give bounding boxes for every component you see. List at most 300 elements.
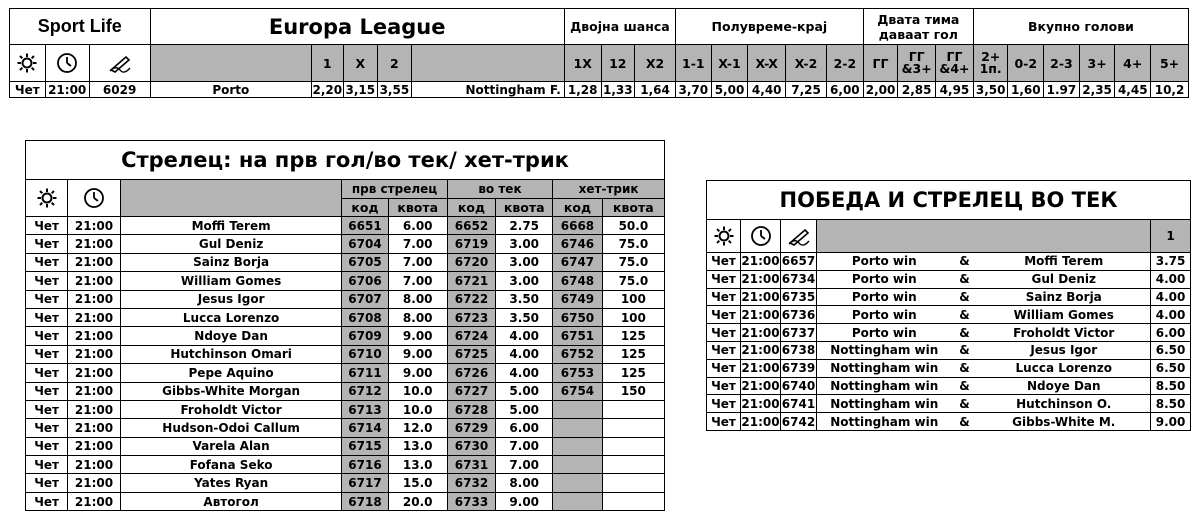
col-goals-2-3: 2-3 (1044, 45, 1080, 82)
anytime-code: 6721 (447, 272, 496, 290)
scorers-title: Стрелец: на прв гол/во тек/ хет-трик (26, 141, 665, 180)
match-row (10, 82, 1189, 98)
hattrick-odds[interactable] (602, 492, 664, 510)
anytime-odds[interactable]: 3.00 (496, 235, 553, 253)
table-row (26, 419, 665, 437)
player-name: Gul Deniz (978, 270, 1151, 288)
odd-goals-4[interactable]: 4,45 (1115, 82, 1151, 98)
win-scorer-odds[interactable]: 6.50 (1151, 341, 1191, 359)
odd-htft-x-2[interactable]: 7,25 (786, 82, 827, 98)
ampersand: & (952, 341, 978, 359)
match-time: 21:00 (45, 82, 89, 98)
hattrick-code (553, 474, 603, 492)
group-first-scorer: прв стрелец (342, 180, 447, 199)
row-time: 21:00 (68, 400, 121, 418)
row-time: 21:00 (741, 396, 780, 411)
table-row (26, 437, 665, 455)
first-scorer-odds[interactable]: 13.0 (388, 456, 447, 474)
hattrick-code: 6753 (553, 364, 603, 382)
row-time: 21:00 (68, 345, 121, 363)
row-code: 6738 (781, 343, 816, 358)
row-code: 6734 (781, 272, 816, 287)
ampersand: & (952, 270, 978, 288)
first-scorer-odds[interactable]: 13.0 (388, 437, 447, 455)
row-day: Чет (26, 235, 68, 253)
first-scorer-odds[interactable]: 12.0 (388, 419, 447, 437)
hattrick-odds[interactable]: 50.0 (602, 217, 664, 235)
win-scorer-odds[interactable]: 9.00 (1151, 413, 1191, 431)
row-day: Чет (26, 364, 68, 382)
anytime-odds[interactable]: 3.50 (496, 290, 553, 308)
hattrick-odds[interactable]: 75.0 (602, 253, 664, 271)
player-name: Gibbs-White M. (978, 413, 1151, 431)
player-name: Varela Alan (120, 437, 341, 455)
col-htft-2-2: 2-2 (827, 45, 864, 82)
group-hattrick: хет-трик (553, 180, 665, 199)
row-code: 6740 (781, 378, 816, 393)
player-name: Lucca Lorenzo (978, 359, 1151, 377)
group-total-goals: Вкупно голови (973, 9, 1188, 45)
row-time: 21:00 (741, 325, 780, 340)
hattrick-code: 6750 (553, 308, 603, 326)
col-btts-3: ГГ &3+ (898, 45, 936, 82)
hattrick-code: 6747 (553, 253, 603, 271)
anytime-code: 6731 (447, 456, 496, 474)
table-row (707, 413, 1191, 431)
row-time: 21:00 (741, 289, 780, 304)
anytime-code: 6728 (447, 400, 496, 418)
code-header: код (553, 199, 603, 217)
team-win: Porto win (817, 253, 952, 271)
hattrick-odds[interactable]: 75.0 (602, 272, 664, 290)
first-scorer-code: 6709 (342, 327, 388, 345)
table-row (707, 359, 1191, 377)
table-row (707, 270, 1191, 288)
match-code: 6029 (89, 82, 150, 98)
odds-header: квота (602, 199, 664, 217)
row-code: 6742 (781, 414, 816, 429)
row-day: Чет (707, 341, 741, 359)
pen-icon (781, 220, 817, 253)
player-name: Hudson-Odoi Callum (120, 419, 341, 437)
player-name: Sainz Borja (978, 288, 1151, 306)
first-scorer-code: 6706 (342, 272, 388, 290)
hattrick-odds[interactable] (602, 400, 664, 418)
first-scorer-odds[interactable]: 7.00 (388, 253, 447, 271)
row-day: Чет (707, 395, 741, 413)
row-day: Чет (707, 413, 741, 431)
clock-icon (45, 45, 89, 82)
hattrick-odds[interactable]: 150 (602, 382, 664, 400)
col-goals-2-1h: 2+ 1п. (973, 45, 1008, 82)
win-scorer-odds[interactable]: 4.00 (1151, 270, 1191, 288)
table-row (26, 217, 665, 235)
row-day: Чет (26, 308, 68, 326)
first-scorer-odds[interactable]: 7.00 (388, 272, 447, 290)
row-day: Чет (26, 327, 68, 345)
row-code: 6735 (781, 289, 816, 304)
row-day: Чет (707, 288, 741, 306)
row-time: 21:00 (68, 474, 121, 492)
player-name: Gibbs-White Morgan (120, 382, 341, 400)
header-filler (411, 45, 564, 82)
table-row (707, 324, 1191, 342)
player-name: William Gomes (978, 306, 1151, 324)
player-name: Fofana Seko (120, 456, 341, 474)
col-2: 2 (378, 45, 412, 82)
table-row (707, 288, 1191, 306)
player-name: Ndoye Dan (120, 327, 341, 345)
col-htft-x-2: X-2 (786, 45, 827, 82)
hattrick-odds[interactable]: 100 (602, 290, 664, 308)
hattrick-code: 6754 (553, 382, 603, 400)
row-day: Чет (26, 253, 68, 271)
player-name: Froholdt Victor (120, 400, 341, 418)
row-code: 6736 (781, 307, 816, 322)
first-scorer-code: 6712 (342, 382, 388, 400)
group-anytime: во тек (447, 180, 552, 199)
ampersand: & (952, 377, 978, 395)
player-name: William Gomes (120, 272, 341, 290)
table-row (26, 308, 665, 326)
win-scorer-odds[interactable]: 3.75 (1151, 253, 1191, 271)
hattrick-odds[interactable]: 75.0 (602, 235, 664, 253)
player-name: Moffi Terem (978, 253, 1151, 271)
table-row (707, 306, 1191, 324)
row-time: 21:00 (741, 343, 780, 358)
hattrick-code: 6746 (553, 235, 603, 253)
row-day: Чет (707, 324, 741, 342)
first-scorer-odds[interactable]: 9.00 (388, 327, 447, 345)
player-name: Yates Ryan (120, 474, 341, 492)
first-scorer-odds[interactable]: 7.00 (388, 235, 447, 253)
odd-btts[interactable]: 2,00 (863, 82, 898, 98)
first-scorer-code: 6710 (342, 345, 388, 363)
ampersand: & (952, 359, 978, 377)
sun-icon (26, 180, 68, 217)
table-row (707, 395, 1191, 413)
table-row (26, 456, 665, 474)
code-header: код (447, 199, 496, 217)
header-filler (120, 180, 341, 217)
table-row (707, 341, 1191, 359)
table-row (26, 364, 665, 382)
anytime-odds[interactable]: 7.00 (496, 437, 553, 455)
table-row (707, 253, 1191, 271)
row-time: 21:00 (68, 327, 121, 345)
col-btts-4: ГГ &4+ (936, 45, 974, 82)
match-odds-table (9, 8, 1189, 98)
hattrick-odds[interactable]: 125 (602, 364, 664, 382)
hattrick-code: 6748 (553, 272, 603, 290)
table-row (26, 400, 665, 418)
table-row (26, 235, 665, 253)
row-day: Чет (707, 306, 741, 324)
odd-1x[interactable]: 1,28 (564, 82, 601, 98)
odd-2[interactable]: 3,55 (379, 82, 410, 97)
player-name: Moffi Terem (120, 217, 341, 235)
odd-htft-x-x[interactable]: 4,40 (748, 82, 786, 98)
anytime-code: 6726 (447, 364, 496, 382)
row-day: Чет (26, 437, 68, 455)
player-name: Ndoye Dan (978, 377, 1151, 395)
anytime-odds[interactable]: 3.00 (496, 253, 553, 271)
row-day: Чет (707, 359, 741, 377)
team-win: Porto win (817, 288, 952, 306)
odd-goals-5[interactable]: 10,2 (1151, 82, 1189, 98)
odd-goals-2-3[interactable]: 1.97 (1044, 82, 1080, 98)
team-win: Porto win (817, 270, 952, 288)
ampersand: & (952, 413, 978, 431)
col-12: 12 (601, 45, 635, 82)
group-half-full: Полувреме-крај (676, 9, 864, 45)
first-scorer-odds[interactable]: 9.00 (388, 345, 447, 363)
first-scorer-odds[interactable]: 9.00 (388, 364, 447, 382)
row-time: 21:00 (741, 414, 780, 429)
hattrick-code: 6749 (553, 290, 603, 308)
anytime-odds[interactable]: 6.00 (496, 419, 553, 437)
anytime-odds[interactable]: 7.00 (496, 456, 553, 474)
first-scorer-code: 6714 (342, 419, 388, 437)
group-btts: Двата тима даваат гол (863, 9, 973, 45)
hattrick-code (553, 492, 603, 510)
ampersand: & (952, 395, 978, 413)
win-scorer-table (706, 180, 1191, 431)
row-day: Чет (707, 253, 741, 271)
anytime-odds[interactable]: 2.75 (496, 217, 553, 235)
first-scorer-code: 6705 (342, 253, 388, 271)
odds-header: квота (496, 199, 553, 217)
ampersand: & (952, 253, 978, 271)
col-1: 1 (1151, 220, 1191, 253)
team-win: Nottingham win (817, 395, 952, 413)
row-day: Чет (26, 419, 68, 437)
table-row (26, 345, 665, 363)
row-time: 21:00 (741, 361, 780, 376)
anytime-code: 6725 (447, 345, 496, 363)
anytime-code: 6723 (447, 308, 496, 326)
hattrick-code (553, 400, 603, 418)
odd-goals-0-2[interactable]: 1,60 (1008, 82, 1044, 98)
scorers-table (25, 140, 665, 511)
player-name: Gul Deniz (120, 235, 341, 253)
player-name: Jesus Igor (978, 341, 1151, 359)
anytime-odds[interactable]: 9.00 (496, 492, 553, 510)
col-htft-x-x: X-X (748, 45, 786, 82)
team-win: Nottingham win (817, 359, 952, 377)
odd-btts-3[interactable]: 2,85 (898, 82, 936, 98)
row-time: 21:00 (68, 456, 121, 474)
col-x: X (343, 45, 378, 82)
group-double-chance: Двојна шанса (564, 9, 675, 45)
player-name: Hutchinson O. (978, 395, 1151, 413)
hattrick-odds[interactable] (602, 474, 664, 492)
anytime-odds[interactable]: 8.00 (496, 474, 553, 492)
win-scorer-odds[interactable]: 8.50 (1151, 395, 1191, 413)
row-time: 21:00 (68, 419, 121, 437)
col-htft-1-1: 1-1 (676, 45, 712, 82)
league-title: Europa League (150, 9, 564, 45)
header-filler (817, 220, 1151, 253)
team-win: Nottingham win (817, 413, 952, 431)
team-win: Porto win (817, 324, 952, 342)
row-day: Чет (26, 492, 68, 510)
anytime-odds[interactable]: 5.00 (496, 382, 553, 400)
player-name: Hutchinson Omari (120, 345, 341, 363)
player-name: Автогол (120, 492, 341, 510)
table-row (26, 382, 665, 400)
row-day: Чет (707, 377, 741, 395)
ampersand: & (952, 306, 978, 324)
row-time: 21:00 (741, 378, 780, 393)
col-goals-5: 5+ (1151, 45, 1189, 82)
player-name: Lucca Lorenzo (120, 308, 341, 326)
odds-header: квота (388, 199, 447, 217)
odd-1[interactable]: 2,20 (312, 82, 343, 97)
row-time: 21:00 (68, 308, 121, 326)
hattrick-odds[interactable] (602, 419, 664, 437)
win-scorer-odds[interactable]: 6.00 (1151, 324, 1191, 342)
hattrick-odds[interactable]: 125 (602, 327, 664, 345)
table-row (26, 253, 665, 271)
anytime-odds[interactable]: 3.50 (496, 308, 553, 326)
hattrick-odds[interactable]: 125 (602, 345, 664, 363)
hattrick-code: 6751 (553, 327, 603, 345)
row-time: 21:00 (741, 272, 780, 287)
first-scorer-odds[interactable]: 15.0 (388, 474, 447, 492)
first-scorer-code: 6704 (342, 235, 388, 253)
odd-12[interactable]: 1,33 (603, 82, 633, 97)
away-team: Nottingham F. (411, 82, 564, 98)
odd-x[interactable]: 3,15 (343, 82, 378, 98)
table-row (707, 377, 1191, 395)
win-scorer-odds[interactable]: 6.50 (1151, 359, 1191, 377)
first-scorer-odds[interactable]: 10.0 (388, 400, 447, 418)
row-day: Чет (26, 400, 68, 418)
anytime-code: 6652 (447, 217, 496, 235)
first-scorer-odds[interactable]: 8.00 (388, 308, 447, 326)
first-scorer-code: 6711 (342, 364, 388, 382)
row-day: Чет (26, 290, 68, 308)
row-time: 21:00 (68, 253, 121, 271)
win-scorer-title: ПОБЕДА И СТРЕЛЕЦ ВО ТЕК (707, 181, 1191, 220)
first-scorer-code: 6716 (342, 456, 388, 474)
win-scorer-odds[interactable]: 4.00 (1151, 306, 1191, 324)
col-1x: 1X (564, 45, 601, 82)
anytime-code: 6727 (447, 382, 496, 400)
hattrick-odds[interactable] (602, 456, 664, 474)
anytime-code: 6730 (447, 437, 496, 455)
anytime-odds[interactable]: 4.00 (496, 364, 553, 382)
odd-htft-x-1[interactable]: 5,00 (711, 82, 748, 98)
hattrick-code (553, 456, 603, 474)
clock-icon (741, 220, 781, 253)
row-day: Чет (26, 272, 68, 290)
anytime-odds[interactable]: 4.00 (496, 327, 553, 345)
row-time: 21:00 (741, 307, 780, 322)
pen-icon (89, 45, 150, 82)
match-day: Чет (10, 82, 46, 98)
odd-btts-4[interactable]: 4,95 (936, 82, 974, 98)
odd-goals-2-1h[interactable]: 3,50 (973, 82, 1008, 98)
hattrick-code (553, 437, 603, 455)
first-scorer-code: 6708 (342, 308, 388, 326)
first-scorer-code: 6713 (342, 400, 388, 418)
odd-htft-2-2[interactable]: 6,00 (827, 82, 864, 98)
sun-icon (707, 220, 741, 253)
anytime-code: 6732 (447, 474, 496, 492)
row-time: 21:00 (68, 437, 121, 455)
first-scorer-odds[interactable]: 6.00 (388, 217, 447, 235)
anytime-code: 6729 (447, 419, 496, 437)
hattrick-odds[interactable] (602, 437, 664, 455)
anytime-code: 6722 (447, 290, 496, 308)
clock-icon (68, 180, 121, 217)
first-scorer-odds[interactable]: 8.00 (388, 290, 447, 308)
team-win: Nottingham win (817, 341, 952, 359)
row-time: 21:00 (68, 364, 121, 382)
first-scorer-code: 6707 (342, 290, 388, 308)
code-header: код (342, 199, 388, 217)
player-name: Jesus Igor (120, 290, 341, 308)
table-row (26, 290, 665, 308)
table-row (26, 474, 665, 492)
hattrick-code (553, 419, 603, 437)
first-scorer-odds[interactable]: 10.0 (388, 382, 447, 400)
row-day: Чет (707, 270, 741, 288)
odd-x2[interactable]: 1,64 (635, 82, 676, 98)
row-code: 6741 (781, 396, 816, 411)
row-time: 21:00 (68, 290, 121, 308)
row-day: Чет (26, 382, 68, 400)
row-code: 6737 (781, 325, 816, 340)
table-row (26, 327, 665, 345)
col-x2: X2 (635, 45, 676, 82)
team-win: Porto win (817, 306, 952, 324)
row-code: 6739 (781, 361, 816, 376)
win-scorer-odds[interactable]: 4.00 (1151, 288, 1191, 306)
row-time: 21:00 (68, 272, 121, 290)
col-1: 1 (312, 45, 343, 82)
row-day: Чет (26, 217, 68, 235)
row-time: 21:00 (68, 235, 121, 253)
brand-logo: Sport Life (10, 9, 151, 45)
anytime-code: 6720 (447, 253, 496, 271)
first-scorer-code: 6715 (342, 437, 388, 455)
odd-goals-3[interactable]: 2,35 (1079, 82, 1115, 98)
row-time: 21:00 (68, 382, 121, 400)
player-name: Froholdt Victor (978, 324, 1151, 342)
row-time: 21:00 (68, 492, 121, 510)
odd-htft-1-1[interactable]: 3,70 (676, 82, 712, 98)
first-scorer-odds[interactable]: 20.0 (388, 492, 447, 510)
table-row (26, 272, 665, 290)
player-name: Sainz Borja (120, 253, 341, 271)
hattrick-odds[interactable]: 100 (602, 308, 664, 326)
col-goals-3: 3+ (1079, 45, 1115, 82)
anytime-odds[interactable]: 3.00 (496, 272, 553, 290)
team-win: Nottingham win (817, 377, 952, 395)
anytime-odds[interactable]: 4.00 (496, 345, 553, 363)
table-row (26, 492, 665, 510)
header-filler (150, 45, 312, 82)
win-scorer-odds[interactable]: 8.50 (1151, 377, 1191, 395)
row-day: Чет (26, 456, 68, 474)
col-btts: ГГ (863, 45, 898, 82)
anytime-code: 6733 (447, 492, 496, 510)
first-scorer-code: 6651 (342, 217, 388, 235)
anytime-odds[interactable]: 5.00 (496, 400, 553, 418)
